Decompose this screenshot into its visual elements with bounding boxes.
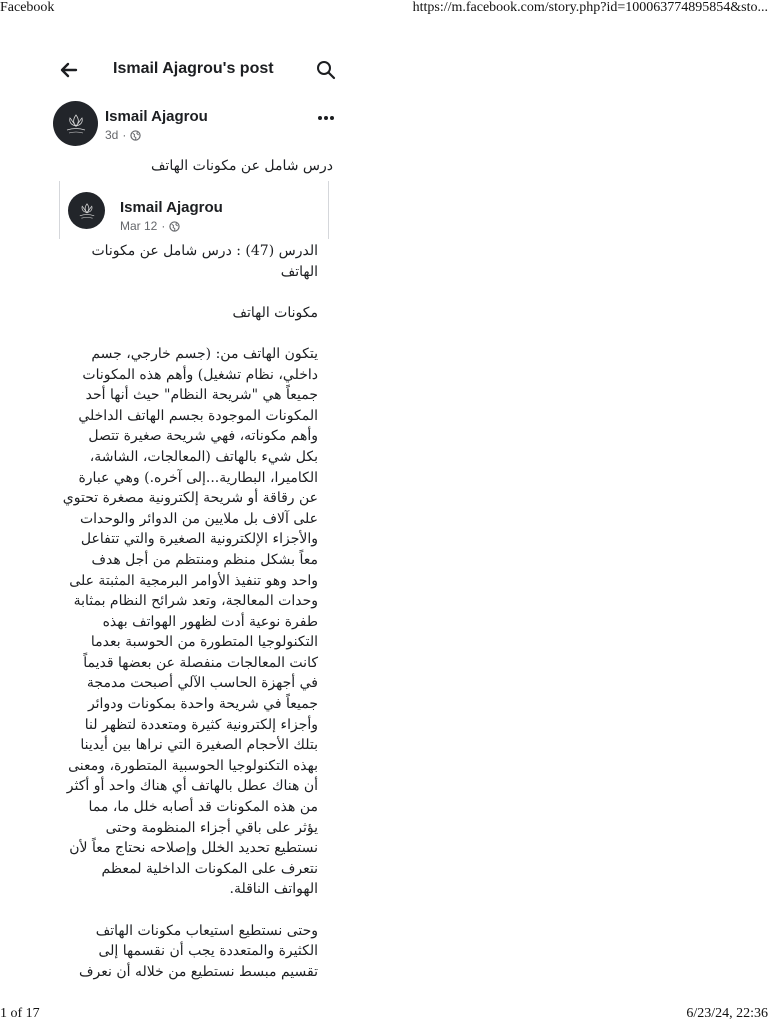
search-icon [316, 60, 336, 80]
meta-separator: · [161, 219, 166, 233]
post-meta [105, 128, 141, 142]
meta-separator: · [122, 128, 127, 142]
print-page-number: 1 of 17 [0, 1006, 40, 1021]
globe-icon [169, 221, 180, 232]
shared-post-paragraph: يتكون الهاتف من: (جسم خارجي، جسم داخلي، نظام تشغيل) وأهم هذه المكونات جميعاً هي "شريحة النظام" حيث أنها أحد المكونات الموجودة بجسم الهاتف الداخلي وأهم مكوناته، فهي شريحة صغيرة تتصل بكل شيء بالهاتف (المعالجات، الشاشة، الكاميرا، البطارية...إلى آخره.) وهي عبارة عن رقاقة أو شريحة إلكترونية مصغرة تحتوي على آلاف بل ملايين من الدوائر والوحدات والأجزاء الإلكترونية الصغيرة والتي تتفاعل معاً بشكل منظم ومنتظم من أجل هدف واحد وهو تنفيذ الأوامر البرمجية المثبتة على وحدات المعالجة، وتعد شرائح النظام بمثابة طفرة نوعية أدت لظهور الهواتف بهذه التكنولوجيا المتطورة من الحوسبة بعدما كانت المعالجات منفصلة عن بعضها قديماً في أجهزة الحاسب الآلي أصبحت مدمجة جميعاً في شريحة واحدة بمكونات ودوائر وأجزاء إلكترونية كثيرة ومتعددة لتظهر لنا بتلك الأحجام الصغيرة التي نراها بين أيدينا بهذه التكنولوجيا الحوسبية المتطورة، ومعنى أن هناك عطل بالهاتف أي هناك واحد أو أكثر من هذه المكونات قد أصابه خلل ما، مما يؤثر على باقي أجزاء المنظومة وحتى نستطيع تحديد الخلل وإصلاحه نحتاج معاً لأن نتعرف على المكونات الداخلية لمعظم الهواتف الناقلة. [62, 345, 318, 898]
more-options-button[interactable] [314, 109, 338, 127]
print-timestamp: 6/23/24, 22:36 [686, 1006, 768, 1021]
shared-post-author-row [68, 192, 318, 232]
avatar[interactable] [53, 101, 98, 146]
shared-post-card[interactable] [59, 181, 329, 239]
globe-icon [130, 130, 141, 141]
post-author-row [53, 101, 338, 151]
post-caption: درس شامل عن مكونات الهاتف [150, 158, 333, 174]
shared-post-meta [120, 219, 180, 233]
search-button[interactable] [312, 56, 340, 84]
lotus-logo-icon [61, 113, 91, 135]
shared-author-name[interactable]: Ismail Ajagrou [120, 199, 223, 216]
shared-post-paragraph: وحتى نستطيع استيعاب مكونات الهاتف الكثيرة والمتعددة يجب أن نقسمها إلى تقسيم مبسط نستطيع من خلاله أن نعرف [79, 922, 318, 980]
shared-post-paragraph: الدرس (47) : درس شامل عن مكونات الهاتف [91, 243, 318, 280]
shared-avatar[interactable] [68, 192, 105, 229]
shared-post-text [62, 241, 318, 982]
lotus-logo-icon [75, 202, 99, 220]
print-header-site: Facebook [0, 0, 55, 15]
print-header-url: https://m.facebook.com/story.php?id=100063774895854&sto... [412, 0, 768, 15]
back-button[interactable] [55, 56, 83, 84]
page-title: Ismail Ajagrou's post [113, 60, 274, 77]
post-header-bar [55, 56, 340, 84]
post-timestamp[interactable]: 3d [105, 128, 119, 142]
shared-post-timestamp[interactable]: Mar 12 [120, 219, 158, 233]
arrow-left-icon [59, 60, 79, 80]
author-name[interactable]: Ismail Ajagrou [105, 108, 208, 125]
more-horizontal-icon [317, 115, 335, 121]
shared-post-paragraph: مكونات الهاتف [232, 304, 318, 321]
